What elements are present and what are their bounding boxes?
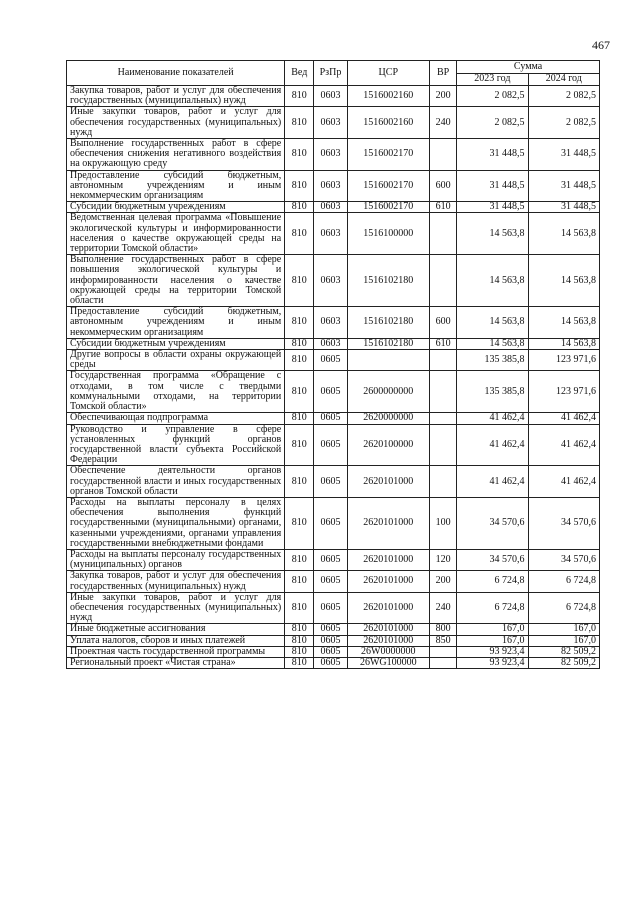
row-name: Ведомственная целевая программа «Повышение экологической культуры и информированности населения о качестве окружающей среды на территории Томской области»	[67, 213, 285, 255]
table-row	[67, 413, 600, 424]
row-rzpr: 0605	[314, 424, 347, 466]
table-row	[67, 139, 600, 171]
row-name: Руководство и управление в сфере установленных функций органов государственной власти субъекта Российской Федерации	[67, 424, 285, 466]
row-csr: 2600000000	[347, 371, 429, 413]
row-csr: 2620101000	[347, 624, 429, 635]
row-sum-2024: 41 462,4	[528, 413, 599, 424]
row-ved: 810	[285, 413, 314, 424]
row-vr: 200	[430, 86, 457, 107]
row-name: Выполнение государственных работ в сфере обеспечения снижения негативного воздействия на окружающую среду	[67, 139, 285, 171]
table-body	[67, 86, 600, 669]
header-ved: Вед	[285, 61, 314, 86]
row-sum-2023: 31 448,5	[457, 202, 528, 213]
row-csr: 26WG100000	[347, 657, 429, 668]
row-ved: 810	[285, 170, 314, 202]
table-row	[67, 350, 600, 371]
row-vr	[430, 424, 457, 466]
row-sum-2024: 14 563,8	[528, 213, 599, 255]
row-csr: 1516102180	[347, 307, 429, 339]
row-sum-2024: 167,0	[528, 624, 599, 635]
row-ved: 810	[285, 646, 314, 657]
row-sum-2023: 34 570,6	[457, 497, 528, 549]
row-name: Иные закупки товаров, работ и услуг для обеспечения государственных (муниципальных) нужд	[67, 592, 285, 624]
row-ved: 810	[285, 635, 314, 646]
table-row	[67, 624, 600, 635]
row-sum-2024: 6 724,8	[528, 571, 599, 592]
header-year-2024: 2024 год	[528, 74, 599, 86]
row-ved: 810	[285, 213, 314, 255]
row-sum-2023: 31 448,5	[457, 170, 528, 202]
row-ved: 810	[285, 571, 314, 592]
row-csr: 1516002170	[347, 139, 429, 171]
header-vr: ВР	[430, 61, 457, 86]
header-rzpr: РзПр	[314, 61, 347, 86]
row-csr: 1516002160	[347, 86, 429, 107]
row-ved: 810	[285, 466, 314, 498]
header-name: Наименование показателей	[67, 61, 285, 86]
row-sum-2024: 31 448,5	[528, 170, 599, 202]
row-sum-2023: 2 082,5	[457, 86, 528, 107]
row-name: Другие вопросы в области охраны окружающей среды	[67, 350, 285, 371]
table-row	[67, 86, 600, 107]
row-name: Закупка товаров, работ и услуг для обеспечения государственных (муниципальных) нужд	[67, 86, 285, 107]
row-vr: 100	[430, 497, 457, 549]
row-sum-2024: 31 448,5	[528, 202, 599, 213]
row-sum-2024: 2 082,5	[528, 107, 599, 139]
header-sum: Сумма	[457, 61, 600, 74]
table-row	[67, 646, 600, 657]
row-rzpr: 0603	[314, 139, 347, 171]
row-vr: 610	[430, 202, 457, 213]
table-row	[67, 497, 600, 549]
row-name: Расходы на выплаты персоналу в целях обеспечения выполнения функций государственными (муниципальными) органами, казенными учреждениями, органами управления государственными внебюджетными фондами	[67, 497, 285, 549]
row-sum-2023: 14 563,8	[457, 338, 528, 349]
row-vr	[430, 413, 457, 424]
row-csr: 1516100000	[347, 213, 429, 255]
row-name: Субсидии бюджетным учреждениям	[67, 338, 285, 349]
table-row	[67, 307, 600, 339]
row-vr	[430, 213, 457, 255]
row-vr	[430, 646, 457, 657]
row-rzpr: 0605	[314, 646, 347, 657]
row-vr: 850	[430, 635, 457, 646]
row-sum-2024: 167,0	[528, 635, 599, 646]
table-row	[67, 424, 600, 466]
row-rzpr: 0603	[314, 338, 347, 349]
row-vr	[430, 371, 457, 413]
row-vr: 120	[430, 549, 457, 570]
table-header	[67, 61, 600, 86]
row-name: Проектная часть государственной программы	[67, 646, 285, 657]
row-sum-2023: 41 462,4	[457, 466, 528, 498]
row-rzpr: 0605	[314, 592, 347, 624]
row-csr: 2620101000	[347, 466, 429, 498]
row-name: Обеспечивающая подпрограмма	[67, 413, 285, 424]
row-sum-2024: 123 971,6	[528, 350, 599, 371]
row-csr: 1516102180	[347, 338, 429, 349]
row-rzpr: 0603	[314, 307, 347, 339]
row-csr	[347, 350, 429, 371]
row-sum-2024: 82 509,2	[528, 657, 599, 668]
table-row	[67, 255, 600, 307]
row-rzpr: 0605	[314, 635, 347, 646]
row-name: Предоставление субсидий бюджетным, автономным учреждениям и иным некоммерческим организациям	[67, 170, 285, 202]
row-sum-2024: 14 563,8	[528, 338, 599, 349]
row-vr	[430, 350, 457, 371]
row-rzpr: 0605	[314, 497, 347, 549]
row-name: Субсидии бюджетным учреждениям	[67, 202, 285, 213]
row-ved: 810	[285, 307, 314, 339]
row-ved: 810	[285, 338, 314, 349]
row-sum-2023: 14 563,8	[457, 213, 528, 255]
row-rzpr: 0605	[314, 624, 347, 635]
row-rzpr: 0605	[314, 657, 347, 668]
row-vr: 240	[430, 107, 457, 139]
row-vr	[430, 466, 457, 498]
row-sum-2023: 14 563,8	[457, 255, 528, 307]
row-ved: 810	[285, 624, 314, 635]
row-csr: 1516002170	[347, 202, 429, 213]
row-name: Закупка товаров, работ и услуг для обеспечения государственных (муниципальных) нужд	[67, 571, 285, 592]
row-rzpr: 0603	[314, 202, 347, 213]
row-vr: 610	[430, 338, 457, 349]
row-ved: 810	[285, 657, 314, 668]
row-ved: 810	[285, 371, 314, 413]
row-sum-2024: 6 724,8	[528, 592, 599, 624]
row-ved: 810	[285, 139, 314, 171]
row-sum-2023: 2 082,5	[457, 107, 528, 139]
row-vr: 200	[430, 571, 457, 592]
row-sum-2023: 6 724,8	[457, 571, 528, 592]
row-sum-2023: 167,0	[457, 624, 528, 635]
row-ved: 810	[285, 255, 314, 307]
row-sum-2024: 34 570,6	[528, 549, 599, 570]
table-row	[67, 592, 600, 624]
row-vr	[430, 139, 457, 171]
table-row	[67, 466, 600, 498]
row-rzpr: 0605	[314, 413, 347, 424]
table-row	[67, 657, 600, 668]
row-name: Иные бюджетные ассигнования	[67, 624, 285, 635]
row-sum-2023: 6 724,8	[457, 592, 528, 624]
row-name: Уплата налогов, сборов и иных платежей	[67, 635, 285, 646]
row-sum-2024: 123 971,6	[528, 371, 599, 413]
table-row	[67, 170, 600, 202]
row-name: Расходы на выплаты персоналу государственных (муниципальных) органов	[67, 549, 285, 570]
row-rzpr: 0603	[314, 255, 347, 307]
row-rzpr: 0603	[314, 107, 347, 139]
row-ved: 810	[285, 497, 314, 549]
header-csr: ЦСР	[347, 61, 429, 86]
row-vr	[430, 657, 457, 668]
row-ved: 810	[285, 202, 314, 213]
row-sum-2024: 31 448,5	[528, 139, 599, 171]
row-sum-2023: 41 462,4	[457, 424, 528, 466]
table-row	[67, 338, 600, 349]
row-sum-2024: 14 563,8	[528, 307, 599, 339]
page-number: 467	[592, 38, 610, 52]
row-sum-2024: 82 509,2	[528, 646, 599, 657]
row-rzpr: 0605	[314, 571, 347, 592]
row-ved: 810	[285, 592, 314, 624]
row-rzpr: 0603	[314, 213, 347, 255]
row-rzpr: 0605	[314, 466, 347, 498]
row-rzpr: 0603	[314, 86, 347, 107]
row-ved: 810	[285, 549, 314, 570]
header-year-2023: 2023 год	[457, 74, 528, 86]
row-csr: 1516002170	[347, 170, 429, 202]
row-name: Региональный проект «Чистая страна»	[67, 657, 285, 668]
row-name: Государственная программа «Обращение с отходами, в том числе с твердыми коммунальными отходами, на территории Томской области»	[67, 371, 285, 413]
row-sum-2024: 14 563,8	[528, 255, 599, 307]
row-sum-2023: 135 385,8	[457, 350, 528, 371]
table-row	[67, 571, 600, 592]
budget-table	[66, 60, 600, 669]
table-row	[67, 202, 600, 213]
table-row	[67, 107, 600, 139]
row-csr: 2620101000	[347, 549, 429, 570]
row-name: Предоставление субсидий бюджетным, автономным учреждениям и иным некоммерческим организациям	[67, 307, 285, 339]
row-vr: 240	[430, 592, 457, 624]
row-csr: 2620100000	[347, 424, 429, 466]
table-row	[67, 213, 600, 255]
table-row	[67, 371, 600, 413]
row-ved: 810	[285, 86, 314, 107]
row-rzpr: 0605	[314, 350, 347, 371]
row-sum-2024: 2 082,5	[528, 86, 599, 107]
row-rzpr: 0603	[314, 170, 347, 202]
row-sum-2023: 167,0	[457, 635, 528, 646]
row-ved: 810	[285, 107, 314, 139]
row-vr: 600	[430, 307, 457, 339]
row-sum-2023: 34 570,6	[457, 549, 528, 570]
row-ved: 810	[285, 424, 314, 466]
row-csr: 2620101000	[347, 497, 429, 549]
row-sum-2024: 34 570,6	[528, 497, 599, 549]
row-name: Обеспечение деятельности органов государственной власти и иных государственных органов Томской области	[67, 466, 285, 498]
row-csr: 2620101000	[347, 571, 429, 592]
row-sum-2024: 41 462,4	[528, 424, 599, 466]
row-rzpr: 0605	[314, 371, 347, 413]
row-csr: 26W0000000	[347, 646, 429, 657]
row-sum-2023: 93 923,4	[457, 657, 528, 668]
row-name: Выполнение государственных работ в сфере повышения экологической культуры и информированности населения о качестве окружающей среды на территории Томской области	[67, 255, 285, 307]
row-name: Иные закупки товаров, работ и услуг для обеспечения государственных (муниципальных) нужд	[67, 107, 285, 139]
row-csr: 2620000000	[347, 413, 429, 424]
row-vr: 600	[430, 170, 457, 202]
row-csr: 1516002160	[347, 107, 429, 139]
row-rzpr: 0605	[314, 549, 347, 570]
table-row	[67, 549, 600, 570]
row-csr: 1516102180	[347, 255, 429, 307]
row-sum-2023: 31 448,5	[457, 139, 528, 171]
row-sum-2023: 135 385,8	[457, 371, 528, 413]
row-sum-2023: 14 563,8	[457, 307, 528, 339]
row-vr	[430, 255, 457, 307]
row-sum-2024: 41 462,4	[528, 466, 599, 498]
row-vr: 800	[430, 624, 457, 635]
row-ved: 810	[285, 350, 314, 371]
row-sum-2023: 93 923,4	[457, 646, 528, 657]
row-csr: 2620101000	[347, 592, 429, 624]
row-sum-2023: 41 462,4	[457, 413, 528, 424]
row-csr: 2620101000	[347, 635, 429, 646]
table-row	[67, 635, 600, 646]
